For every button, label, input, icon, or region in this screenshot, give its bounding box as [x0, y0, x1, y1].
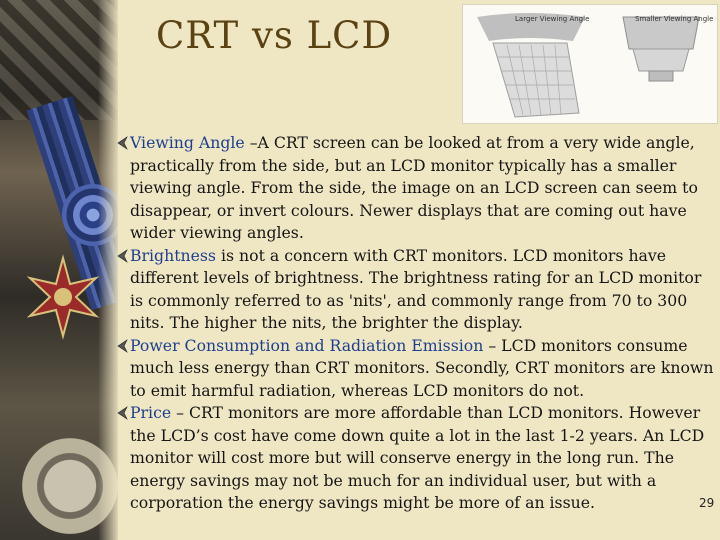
bullet-term: Power Consumption and Radiation Emission — [130, 335, 484, 355]
slide-title: CRT vs LCD — [156, 14, 393, 57]
right-figure-caption: Smaller Viewing Angle — [635, 15, 714, 23]
bullet-brightness — [120, 245, 716, 335]
bullet-icon — [117, 339, 128, 353]
bullet-icon — [117, 249, 128, 263]
bullet-icon — [117, 136, 128, 150]
bullet-text: is not a concern with CRT monitors. LCD monitors have different levels of brightness. The brightness rating for an LCD monitor is commonly referred to as 'nits', and commonly range from 70 to 300 nits. The higher the nits, the brighter the display. — [130, 245, 702, 332]
left-figure-caption: Larger Viewing Angle — [515, 15, 590, 23]
page-number: 29 — [699, 496, 715, 510]
bullet-text: –A CRT screen can be looked at from a very wide angle, practically from the side, but an LCD monitor typically has a smaller viewing angle. From the side, the image on an LCD screen can seem to disappear, or invert colours. Newer displays that are coming out have wider viewing angles. — [130, 133, 698, 242]
bullet-viewing-angle — [120, 132, 716, 245]
bullet-term: Viewing Angle — [130, 133, 245, 152]
bullet-text: – LCD monitors consume much less energy than CRT monitors. Secondly, CRT monitors are known to emit harmful radiation, whereas LCD monitors do not. — [130, 335, 714, 400]
bullet-term: Price — [130, 403, 172, 422]
strip-fade — [98, 0, 120, 540]
bullet-icon — [117, 406, 128, 420]
bullet-power-consumption — [120, 335, 716, 403]
bullet-list — [120, 132, 716, 515]
viewing-angle-figure — [462, 4, 718, 124]
bullet-price — [120, 402, 716, 515]
cross-medal-image — [18, 252, 108, 342]
bullet-text: – CRT monitors are more affordable than LCD monitors. However the LCD’s cost have come down quite a lot in the last 1-2 years. An LCD monitor will cost more but will conserve energy in the long run. The energy savings may not be much for an individual user, but with a corporation the energy savings might be more of an issue. — [130, 403, 705, 512]
bullet-term: Brightness — [130, 245, 216, 265]
